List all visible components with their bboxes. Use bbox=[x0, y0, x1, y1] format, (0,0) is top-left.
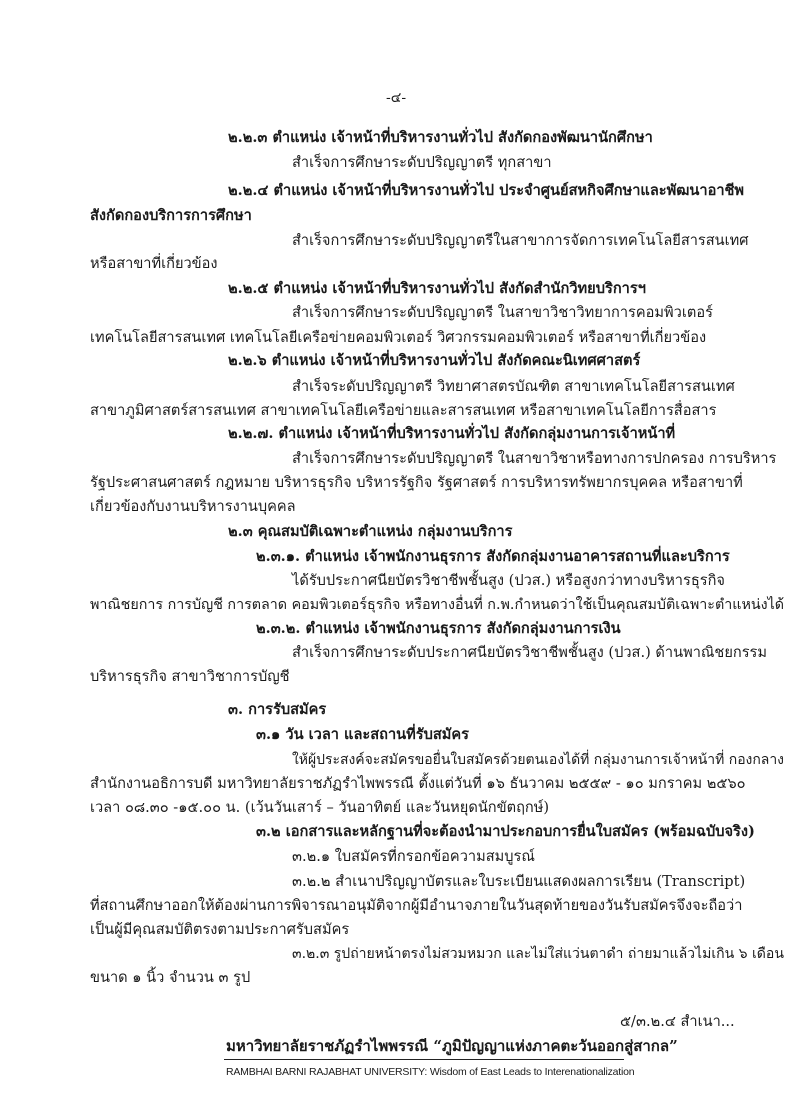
text-line: สำเร็จการศึกษาระดับประกาศนียบัตรวิชาชีพชั้นสูง (ปวส.) ด้านพาณิชยกรรม bbox=[292, 644, 768, 661]
footer-university-thai: มหาวิทยาลัยราชภัฏรำไพพรรณี “ภูมิปัญญาแห่งภาคตะวันออกสู่สากล” bbox=[226, 1037, 678, 1055]
heading-3-1: ๓.๑ วัน เวลา และสถานที่รับสมัคร bbox=[256, 726, 470, 743]
text-line: สำเร็จการศึกษาระดับปริญญาตรีในสาขาการจัดการเทคโนโลยีสารสนเทศ bbox=[292, 232, 749, 249]
text-line: ๓.๒.๒ สำเนาปริญญาบัตรและใบระเบียนแสดงผลการเรียน (Transcript) bbox=[292, 873, 746, 890]
heading-2-3-2: ๒.๓.๒. ตำแหน่ง เจ้าพนักงานธุรการ สังกัดกลุ่มงานการเงิน bbox=[256, 620, 621, 637]
heading-2-2-5: ๒.๒.๕ ตำแหน่ง เจ้าหน้าที่บริหารงานทั่วไป สังกัดสำนักวิทยบริการฯ bbox=[228, 280, 646, 297]
heading-2-3-1: ๒.๓.๑. ตำแหน่ง เจ้าพนักงานธุรการ สังกัดกลุ่มงานอาคารสถานที่และบริการ bbox=[256, 548, 730, 565]
heading-3-2: ๓.๒ เอกสารและหลักฐานที่จะต้องนำมาประกอบการยื่นใบสมัคร (พร้อมฉบับจริง) bbox=[256, 823, 755, 840]
text-line: สาขาภูมิศาสตร์สารสนเทศ สาขาเทคโนโลยีเครือข่ายและสารสนเทศ หรือสาขาเทคโนโลยีการสื่อสาร bbox=[90, 402, 717, 419]
continuation-note: ๕/๓.๒.๔ สำเนา... bbox=[620, 1013, 735, 1030]
text-line: ให้ผู้ประสงค์จะสมัครขอยื่นใบสมัครด้วยตนเองได้ที่ กลุ่มงานการเจ้าหน้าที่ กองกลาง bbox=[292, 752, 784, 768]
text-line: เกี่ยวข้องกับงานบริหารงานบุคคล bbox=[90, 498, 296, 515]
text-line: เป็นผู้มีคุณสมบัติตรงตามประกาศรับสมัคร bbox=[90, 921, 350, 938]
footer-university-english: RAMBHAI BARNI RAJABHAT UNIVERSITY: Wisdom of East Leads to Interenationalization bbox=[226, 1066, 635, 1078]
heading-2-2-6: ๒.๒.๖ ตำแหน่ง เจ้าหน้าที่บริหารงานทั่วไป สังกัดคณะนิเทศศาสตร์ bbox=[228, 352, 641, 369]
text-line: ที่สถานศึกษาออกให้ต้องผ่านการพิจารณาอนุมัติจากผู้มีอำนาจภายในวันสุดท้ายของวันรับสมัครจึงจะถือว่า bbox=[90, 897, 743, 914]
text-line: เวลา ๐๘.๓๐ -๑๕.๐๐ น. (เว้นวันเสาร์ – วันอาทิตย์ และวันหยุดนักขัตฤกษ์) bbox=[90, 799, 550, 816]
heading-2-2-3: ๒.๒.๓ ตำแหน่ง เจ้าหน้าที่บริหารงานทั่วไป สังกัดกองพัฒนานักศึกษา bbox=[228, 129, 653, 146]
text-line: สำเร็จการศึกษาระดับปริญญาตรี ทุกสาขา bbox=[292, 154, 552, 171]
text-line: สำนักงานอธิการบดี มหาวิทยาลัยราชภัฏรำไพพรรณี ตั้งแต่วันที่ ๑๖ ธันวาคม ๒๕๕๙ - ๑๐ มกราคม ๒๕๖๐ bbox=[90, 775, 746, 792]
footer-rule bbox=[224, 1059, 624, 1060]
text-line: รัฐประศาสนศาสตร์ กฎหมาย บริหารธุรกิจ บริหารรัฐกิจ รัฐศาสตร์ การบริหารทรัพยากรบุคคล หรือสาขาที่ bbox=[90, 474, 743, 491]
heading-2-3: ๒.๓ คุณสมบัติเฉพาะตำแหน่ง กลุ่มงานบริการ bbox=[228, 523, 513, 540]
heading-3: ๓. การรับสมัคร bbox=[228, 701, 327, 718]
text-line: สำเร็จการศึกษาระดับปริญญาตรี ในสาขาวิชาวิทยาการคอมพิวเตอร์ bbox=[292, 304, 713, 321]
text-line: สำเร็จระดับปริญญาตรี วิทยาศาสตรบัณฑิต สาขาเทคโนโลยีสารสนเทศ bbox=[292, 378, 735, 395]
heading-2-2-7: ๒.๒.๗. ตำแหน่ง เจ้าหน้าที่บริหารงานทั่วไป สังกัดกลุ่มงานการเจ้าหน้าที่ bbox=[228, 425, 676, 442]
heading-2-2-4: ๒.๒.๔ ตำแหน่ง เจ้าหน้าที่บริหารงานทั่วไป ประจำศูนย์สหกิจศึกษาและพัฒนาอาชีพ bbox=[228, 182, 745, 199]
text-line: สำเร็จการศึกษาระดับปริญญาตรี ในสาขาวิชาหรือทางการปกครอง การบริหาร bbox=[292, 450, 777, 467]
page-number: -๔- bbox=[386, 90, 407, 106]
text-line: ขนาด ๑ นิ้ว จำนวน ๓ รูป bbox=[90, 969, 251, 986]
text-line: ได้รับประกาศนียบัตรวิชาชีพชั้นสูง (ปวส.) หรือสูงกว่าทางบริหารธุรกิจ bbox=[292, 572, 725, 589]
text-line: ๓.๒.๓ รูปถ่ายหน้าตรงไม่สวมหมวก และไม่ใส่แว่นตาดำ ถ่ายมาแล้วไม่เกิน ๖ เดือน bbox=[292, 946, 784, 962]
heading-2-2-4-cont: สังกัดกองบริการการศึกษา bbox=[90, 207, 252, 224]
text-line: ๓.๒.๑ ใบสมัครที่กรอกข้อความสมบูรณ์ bbox=[292, 848, 535, 865]
text-line: บริหารธุรกิจ สาขาวิชาการบัญชี bbox=[90, 668, 290, 685]
text-line: หรือสาขาที่เกี่ยวข้อง bbox=[90, 255, 218, 272]
text-line: พาณิชยการ การบัญชี การตลาด คอมพิวเตอร์ธุรกิจ หรือทางอื่นที่ ก.พ.กำหนดว่าใช้เป็นคุณสมบัติเฉพาะตำแหน่งได้ bbox=[90, 597, 785, 613]
text-line: เทคโนโลยีสารสนเทศ เทคโนโลยีเครือข่ายคอมพิวเตอร์ วิศวกรรมคอมพิวเตอร์ หรือสาขาที่เกี่ยวข้อง bbox=[90, 329, 707, 346]
